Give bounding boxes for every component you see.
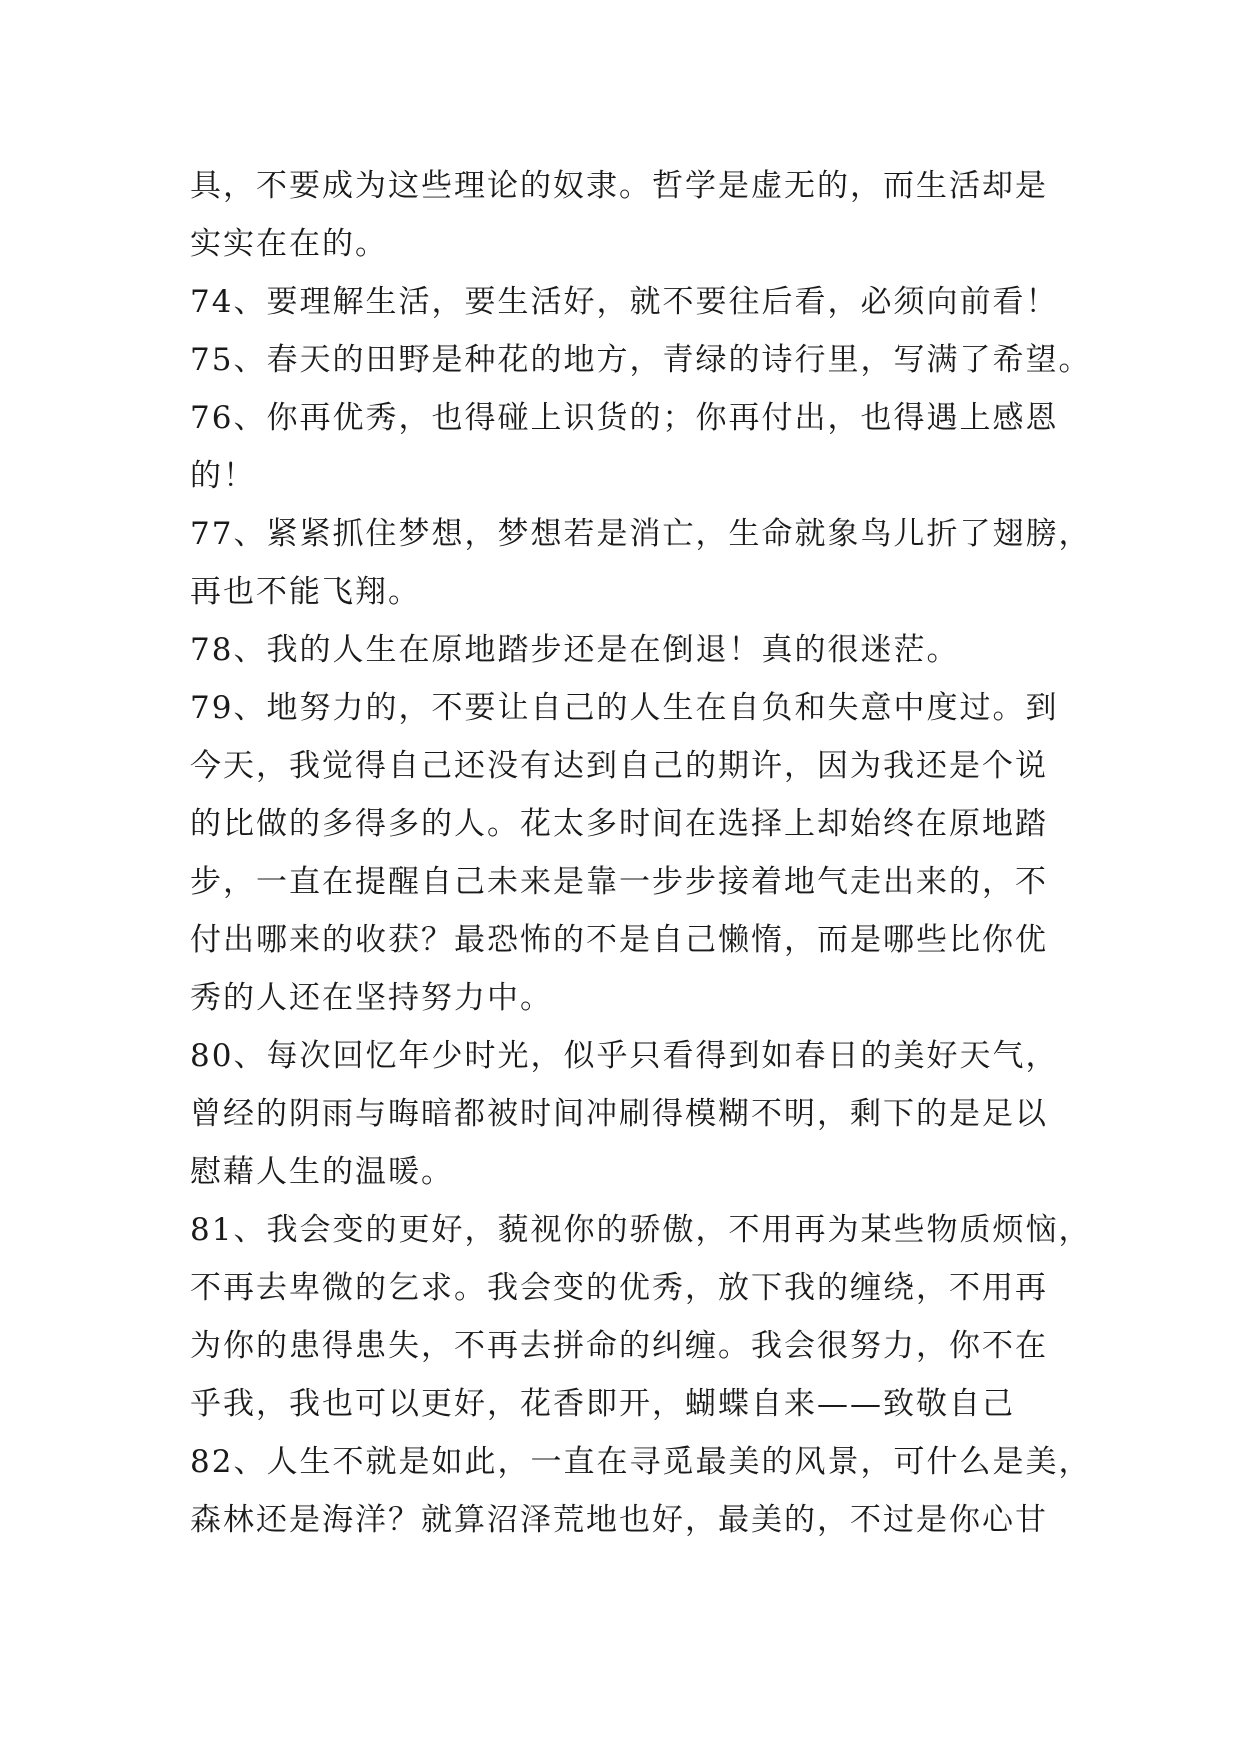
text-line: 为你的患得患失，不再去拼命的纠缠。我会很努力，你不在 (190, 1328, 1048, 1364)
text-line: 75、春天的田野是种花的地方，青绿的诗行里，写满了希望。 (190, 342, 1092, 378)
text-line: 曾经的阴雨与晦暗都被时间冲刷得模糊不明，剩下的是足以 (190, 1096, 1048, 1132)
text-line: 慰藉人生的温暖。 (190, 1154, 454, 1190)
text-line: 77、紧紧抓住梦想，梦想若是消亡，生命就象鸟儿折了翅膀， (190, 516, 1092, 552)
text-line: 步，一直在提醒自己未来是靠一步步接着地气走出来的，不 (190, 864, 1048, 900)
text-line: 实实在在的。 (190, 226, 388, 262)
text-line: 乎我，我也可以更好，花香即开，蝴蝶自来——致敬自己 (190, 1386, 1015, 1422)
text-line: 不再去卑微的乞求。我会变的优秀，放下我的缠绕，不用再 (190, 1270, 1048, 1306)
text-line: 今天，我觉得自己还没有达到自己的期许，因为我还是个说 (190, 748, 1048, 784)
text-line: 具，不要成为这些理论的奴隶。哲学是虚无的，而生活却是 (190, 168, 1048, 204)
text-line: 付出哪来的收获？最恐怖的不是自己懒惰，而是哪些比你优 (190, 922, 1048, 958)
text-line: 秀的人还在坚持努力中。 (190, 980, 553, 1016)
document-body (190, 157, 1092, 1549)
text-line: 74、要理解生活，要生活好，就不要往后看，必须向前看！ (190, 284, 1059, 320)
text-line: 再也不能飞翔。 (190, 574, 421, 610)
text-line: 的！ (190, 458, 256, 494)
text-line: 80、每次回忆年少时光，似乎只看得到如春日的美好天气， (190, 1038, 1059, 1074)
text-line: 79、地努力的，不要让自己的人生在自负和失意中度过。到 (190, 690, 1059, 726)
text-line: 81、我会变的更好，藐视你的骄傲，不用再为某些物质烦恼， (190, 1212, 1092, 1248)
text-line: 的比做的多得多的人。花太多时间在选择上却始终在原地踏 (190, 806, 1048, 842)
text-line: 森林还是海洋？就算沼泽荒地也好，最美的，不过是你心甘 (190, 1502, 1048, 1538)
text-line: 78、我的人生在原地踏步还是在倒退！真的很迷茫。 (190, 632, 960, 668)
text-line: 76、你再优秀，也得碰上识货的；你再付出，也得遇上感恩 (190, 400, 1059, 436)
text-line: 82、人生不就是如此，一直在寻觅最美的风景，可什么是美， (190, 1444, 1092, 1480)
